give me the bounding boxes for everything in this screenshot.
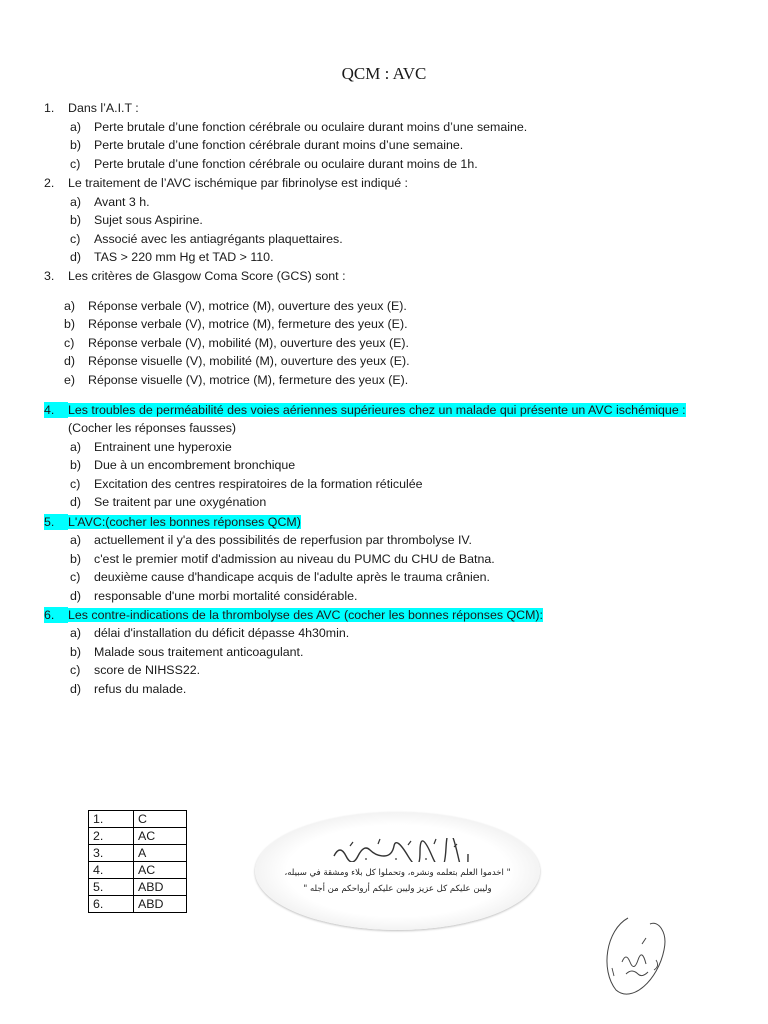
question-text: Le traitement de l’AVC ischémique par fibrinolyse est indiqué : bbox=[68, 176, 408, 190]
option-3d: d) Réponse visuelle (V), mobilité (M), ouverture des yeux (E). bbox=[64, 354, 410, 368]
table-row: 1. C bbox=[89, 811, 187, 828]
question-number: 4. bbox=[44, 402, 68, 418]
table-row: 3. A bbox=[89, 845, 187, 862]
question-note: (Cocher les réponses fausses) bbox=[68, 421, 237, 435]
option-6d: d) refus du malade. bbox=[70, 682, 187, 696]
option-5b: b) c'est le premier motif d'admission au niveau du PUMC du CHU de Batna. bbox=[70, 552, 495, 566]
option-3b: b) Réponse verbale (V), motrice (M), fermeture des yeux (E). bbox=[64, 317, 408, 331]
question-number: 1. bbox=[44, 101, 55, 115]
option-2b: b) Sujet sous Aspirine. bbox=[70, 213, 203, 227]
question-number: 2. bbox=[44, 176, 55, 190]
option-1b: b) Perte brutale d’une fonction cérébrale durant moins d’une semaine. bbox=[70, 138, 464, 152]
table-row: 5. ABD bbox=[89, 879, 187, 896]
option-3e: e) Réponse visuelle (V), motrice (M), fermeture des yeux (E). bbox=[64, 373, 409, 387]
stamp-line-2: وليبن عليكم كل عزيز وليبن عليكم أرواحكم من أجله " bbox=[303, 884, 492, 894]
table-row: 2. AC bbox=[89, 828, 187, 845]
option-3c: c) Réponse verbale (V), mobilité (M), ouverture des yeux (E). bbox=[64, 336, 409, 350]
option-4b: b) Due à un encombrement bronchique bbox=[70, 458, 296, 472]
question-text: Les critères de Glasgow Coma Score (GCS) sont : bbox=[68, 269, 346, 283]
table-row: 6. ABD bbox=[89, 896, 187, 913]
question-number: 3. bbox=[44, 269, 55, 283]
page-title: QCM : AVC bbox=[341, 64, 427, 83]
question-3 bbox=[44, 268, 346, 284]
option-3a: a) Réponse verbale (V), motrice (M), ouverture des yeux (E). bbox=[64, 299, 407, 313]
option-6b: b) Malade sous traitement anticoagulant. bbox=[70, 645, 304, 659]
question-text: Les troubles de perméabilité des voies aériennes supérieures chez un malade qui présente un AVC ischémique : bbox=[68, 403, 686, 417]
question-text: L'AVC:(cocher les bonnes réponses QCM) bbox=[68, 515, 301, 529]
question-4 bbox=[44, 402, 686, 418]
question-2 bbox=[44, 175, 408, 191]
question-5 bbox=[44, 514, 301, 530]
option-5a: a) actuellement il y'a des possibilités de reperfusion par thrombolyse IV. bbox=[70, 533, 472, 547]
option-2a: a) Avant 3 h. bbox=[70, 195, 150, 209]
option-4a: a) Entrainent une hyperoxie bbox=[70, 440, 232, 454]
option-5c: c) deuxième cause d'handicape acquis de l'adulte après le trauma crânien. bbox=[70, 570, 490, 584]
option-4c: c) Excitation des centres respiratoires de la formation réticulée bbox=[70, 477, 423, 491]
option-2c: c) Associé avec les antiagrégants plaquettaires. bbox=[70, 232, 343, 246]
stamp-line-1: " اخدموا العلم بتعلمه ونشره، وتحملوا كل بلاء ومشقة في سبيله، bbox=[284, 868, 511, 878]
option-5d: d) responsable d'une morbi mortalité considérable. bbox=[70, 589, 358, 603]
table-row: 4. AC bbox=[89, 862, 187, 879]
answer-table bbox=[88, 810, 187, 913]
question-text: Dans l’A.I.T : bbox=[68, 101, 139, 115]
option-1a: a) Perte brutale d’une fonction cérébrale ou oculaire durant moins d’une semaine. bbox=[70, 120, 528, 134]
calligraphy-header-icon bbox=[330, 838, 470, 862]
signature-icon bbox=[598, 910, 678, 1000]
question-number: 6. bbox=[44, 607, 68, 623]
option-1c: c) Perte brutale d’une fonction cérébrale ou oculaire durant moins de 1h. bbox=[70, 157, 478, 171]
question-number: 5. bbox=[44, 514, 68, 530]
option-6c: c) score de NIHSS22. bbox=[70, 663, 201, 677]
question-text: Les contre-indications de la thrombolyse des AVC (cocher les bonnes réponses QCM): bbox=[68, 608, 543, 622]
option-6a: a) délai d'installation du déficit dépasse 4h30min. bbox=[70, 626, 350, 640]
option-2d: d) TAS > 220 mm Hg et TAD > 110. bbox=[70, 250, 274, 264]
question-1 bbox=[44, 100, 139, 116]
question-6 bbox=[44, 607, 543, 623]
option-4d: d) Se traitent par une oxygénation bbox=[70, 495, 267, 509]
